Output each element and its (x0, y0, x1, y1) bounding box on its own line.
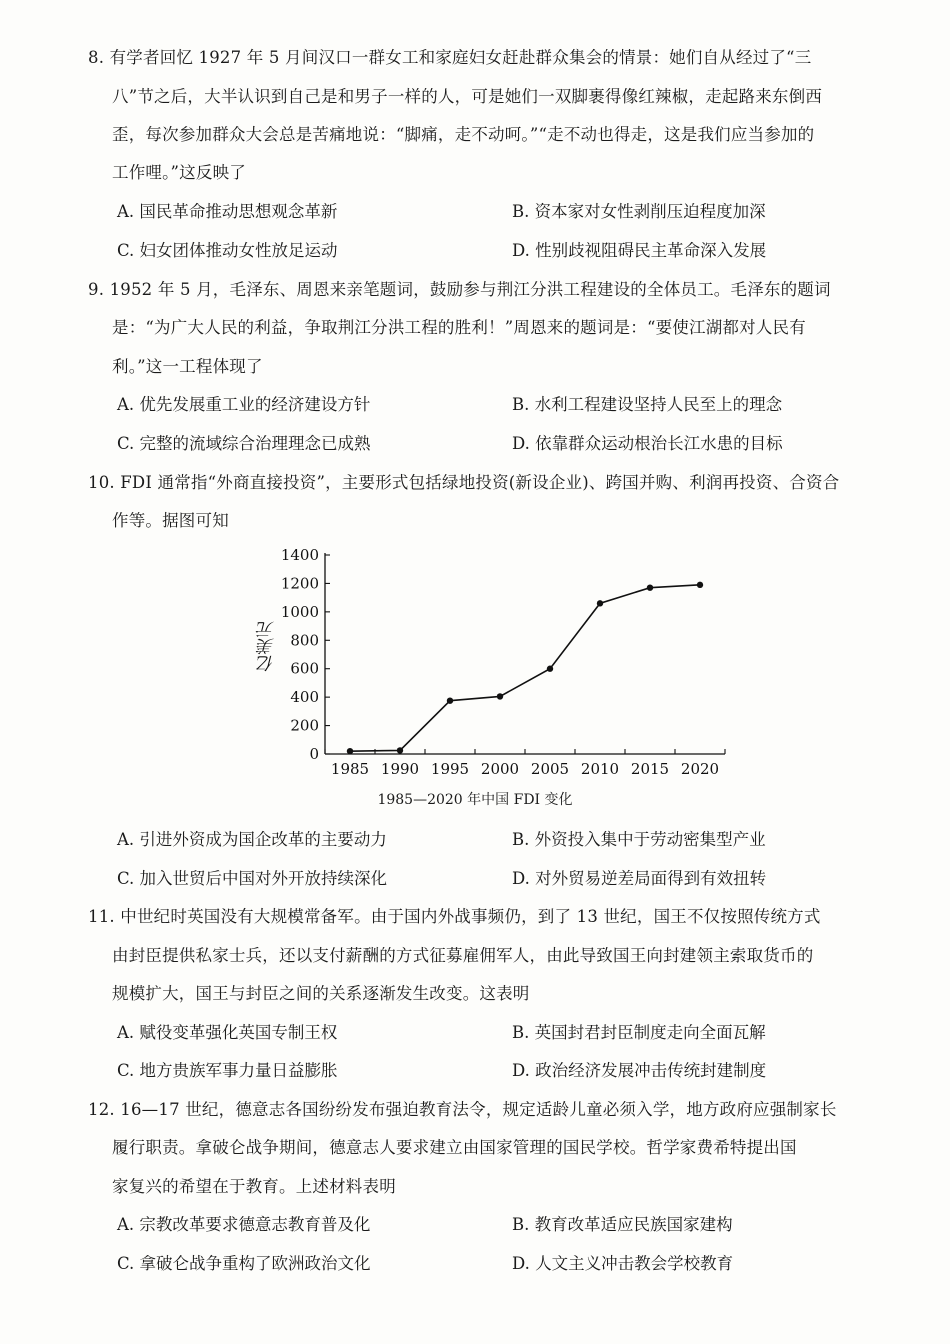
q12-option-b: B. 教育改革适应民族国家建构 (512, 1215, 733, 1234)
x-tick-label: 2000 (480, 760, 520, 778)
data-point (597, 600, 603, 606)
data-point (447, 697, 453, 703)
q11-option-d: D. 政治经济发展冲击传统封建制度 (512, 1061, 767, 1080)
x-tick-label: 2015 (630, 760, 670, 778)
q9-option-c: C. 完整的流域综合治理理念已成熟 (117, 434, 371, 453)
q12-option-a: A. 宗教改革要求德意志教育普及化 (117, 1215, 371, 1234)
q10-stem-line-2: 作等。据图可知 (112, 511, 229, 530)
y-tick-label: 200 (290, 716, 319, 735)
x-tick-label: 1995 (430, 760, 470, 778)
y-tick-label: 800 (290, 631, 319, 650)
q12-option-c: C. 拿破仑战争重构了欧洲政治文化 (117, 1254, 371, 1273)
y-tick-label: 400 (290, 688, 319, 707)
q9-stem-line-1: 9. 1952 年 5 月，毛泽东、周恩来亲笔题词，鼓励参与荆江分洪工程建设的全体员工。毛泽东的题词 (88, 280, 831, 299)
q11-option-a: A. 赋役变革强化英国专制王权 (117, 1023, 338, 1042)
q10-option-d: D. 对外贸易逆差局面得到有效扭转 (512, 869, 767, 888)
q8-option-d: D. 性别歧视阻碍民主革命深入发展 (512, 241, 767, 260)
q11-stem-line-1: 11. 中世纪时英国没有大规模常备军。由于国内外战事频仍，到了 13 世纪，国王不仅按照传统方式 (88, 907, 821, 926)
q8-stem-line-3: 歪，每次参加群众大会总是苦痛地说：“脚痛，走不动呵。”“走不动也得走，这是我们应当参加的 (112, 125, 815, 144)
q12-stem-line-2: 履行职责。拿破仑战争期间，德意志人要求建立由国家管理的国民学校。哲学家费希特提出国 (112, 1138, 797, 1157)
fdi-chart-svg (240, 543, 740, 783)
q9-stem-line-3: 利。”这一工程体现了 (112, 357, 263, 376)
q10-stem-line-1: 10. FDI 通常指“外商直接投资”，主要形式包括绿地投资(新设企业)、跨国并购、利润再投资、合资合 (88, 473, 840, 492)
y-tick-label: 0 (309, 745, 319, 763)
y-axis-label: 亿美元 (258, 621, 278, 672)
y-tick-label: 600 (290, 659, 319, 678)
data-point (397, 747, 403, 753)
q8-option-b: B. 资本家对女性剥削压迫程度加深 (512, 202, 766, 221)
q10-option-c: C. 加入世贸后中国对外开放持续深化 (117, 869, 388, 888)
y-tick-label: 1000 (280, 602, 319, 621)
data-point (347, 748, 353, 754)
q8-option-c: C. 妇女团体推动女性放足运动 (117, 241, 338, 260)
x-tick-label: 2010 (580, 760, 620, 778)
q8-stem-line-4: 工作哩。”这反映了 (112, 163, 246, 182)
x-tick-label: 2020 (680, 760, 720, 778)
data-point (697, 582, 703, 588)
q11-option-b: B. 英国封君封臣制度走向全面瓦解 (512, 1023, 766, 1042)
x-tick-label: 1985 (330, 760, 370, 778)
chart-caption: 1985—2020 年中国 FDI 变化 (377, 792, 573, 808)
q9-option-b: B. 水利工程建设坚持人民至上的理念 (512, 395, 783, 414)
q8-option-a: A. 国民革命推动思想观念革新 (117, 202, 338, 221)
q9-stem-line-2: 是：“为广大人民的利益，争取荆江分洪工程的胜利！”周恩来的题词是：“要使江湖都对人民有 (112, 318, 806, 337)
q9-option-d: D. 依靠群众运动根治长江水患的目标 (512, 434, 783, 453)
data-point (547, 666, 553, 672)
x-tick-label: 1990 (380, 760, 420, 778)
fdi-line-chart (240, 543, 740, 783)
q11-stem-line-3: 规模扩大，国王与封臣之间的关系逐渐发生改变。这表明 (112, 984, 530, 1003)
fdi-series-line (350, 585, 700, 751)
q12-option-d: D. 人文主义冲击教会学校教育 (512, 1254, 734, 1273)
q12-stem-line-3: 家复兴的希望在于教育。上述材料表明 (112, 1177, 396, 1196)
y-tick-label: 1200 (280, 574, 319, 593)
q11-option-c: C. 地方贵族军事力量日益膨胀 (117, 1061, 338, 1080)
q8-stem-line-2: 八”节之后，大半认识到自己是和男子一样的人，可是她们一双脚裹得像红辣椒，走起路来东倒西 (112, 87, 823, 106)
y-tick-label: 1400 (280, 546, 319, 564)
q12-stem-line-1: 12. 16—17 世纪，德意志各国纷纷发布强迫教育法令，规定适龄儿童必须入学，地方政府应强制家长 (88, 1100, 837, 1119)
data-point (497, 693, 503, 699)
q10-option-b: B. 外资投入集中于劳动密集型产业 (512, 830, 766, 849)
q11-stem-line-2: 由封臣提供私家士兵，还以支付薪酬的方式征募雇佣军人，由此导致国王向封建领主索取货币的 (112, 946, 814, 965)
data-point (647, 584, 653, 590)
q10-option-a: A. 引进外资成为国企改革的主要动力 (117, 830, 387, 849)
x-tick-label: 2005 (530, 760, 570, 778)
q9-option-a: A. 优先发展重工业的经济建设方针 (117, 395, 371, 414)
q8-stem-line-1: 8. 有学者回忆 1927 年 5 月间汉口一群女工和家庭妇女赶赴群众集会的情景：她们自从经过了“三 (88, 48, 812, 67)
